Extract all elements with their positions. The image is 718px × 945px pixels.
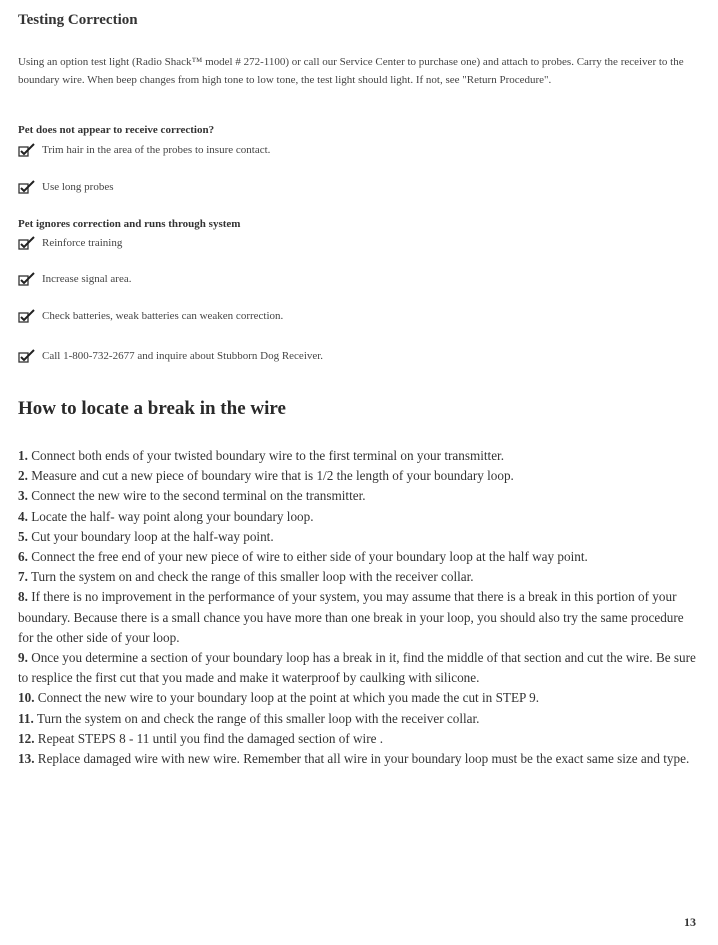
checkbox-checked-icon xyxy=(18,236,36,250)
check-item xyxy=(18,180,114,194)
step-item xyxy=(18,749,702,769)
step-number: 10. xyxy=(18,690,35,706)
step-number: 1. xyxy=(18,448,28,463)
check-item xyxy=(18,272,131,286)
step-item xyxy=(18,709,702,729)
step-item xyxy=(18,648,702,688)
step-item xyxy=(18,688,702,708)
step-item xyxy=(18,446,702,466)
checkbox-checked-icon xyxy=(18,180,36,194)
check-item xyxy=(18,349,323,363)
step-number: 13. xyxy=(18,751,35,767)
step-item xyxy=(18,486,702,506)
break-section-title: How to locate a break in the wire xyxy=(18,398,286,419)
check-item xyxy=(18,309,283,323)
check-item-label: Use long probes xyxy=(42,181,114,193)
step-number: 2. xyxy=(18,468,28,484)
step-text: Locate the half- way point along your boundary loop. xyxy=(31,508,314,524)
no-correction-heading: Pet does not appear to receive correction? xyxy=(18,124,215,136)
page-number: 13 xyxy=(684,915,696,929)
step-text: Connect the free end of your new piece of wire to either side of your boundary loop at the half way point. xyxy=(31,549,588,565)
testing-correction-title: Testing Correction xyxy=(18,12,138,28)
ignores-correction-heading: Pet ignores correction and runs through system xyxy=(18,218,241,230)
checkbox-checked-icon xyxy=(18,272,36,286)
check-item-label: Increase signal area. xyxy=(42,273,132,285)
step-text: Measure and cut a new piece of boundary wire that is 1/2 the length of your boundary loop. xyxy=(31,468,514,484)
step-item xyxy=(18,507,702,527)
step-text: Turn the system on and check the range of this smaller loop with the receiver collar. xyxy=(36,710,480,726)
step-item xyxy=(18,587,702,648)
step-item xyxy=(18,567,702,587)
step-text: Connect both ends of your twisted boundary wire to the first terminal on your transmitter. xyxy=(31,448,505,463)
step-number: 6. xyxy=(18,549,28,565)
step-number: 9. xyxy=(18,650,28,666)
check-item xyxy=(18,143,270,157)
testing-intro-paragraph: Using an option test light (Radio Shack™ model # 272-1100) or call our Service Center to purchase one) and attach to probes. Carry the receiver to the boundary wire. When beep changes from high tone to low tone, the test light should light. If not, see "Return Procedure". xyxy=(18,56,684,86)
step-text: Once you determine a section of your boundary loop has a break in it, find the middle of that section and cut the wire. Be sure to resplice the first cut that you made and make it waterproof by caulking with silicone. xyxy=(18,650,696,686)
step-item xyxy=(18,547,702,567)
check-item-label: Call 1-800-732-2677 and inquire about Stubborn Dog Receiver. xyxy=(42,350,324,362)
check-item-label: Reinforce training xyxy=(42,237,123,249)
check-item-label: Trim hair in the area of the probes to insure contact. xyxy=(42,144,271,156)
step-number: 12. xyxy=(18,730,35,746)
step-item xyxy=(18,466,702,486)
step-text: Repeat STEPS 8 - 11 until you find the damaged section of wire . xyxy=(37,730,384,746)
steps-list xyxy=(18,446,702,769)
check-item xyxy=(18,236,122,250)
checkbox-checked-icon xyxy=(18,143,36,157)
checkbox-checked-icon xyxy=(18,309,36,323)
step-text: If there is no improvement in the performance of your system, you may assume that there is a break in this portion of your boundary. Because there is a small chance you have more than one break in your loop, you should also try the same procedure for the other side of your loop. xyxy=(18,589,684,645)
check-item-label: Check batteries, weak batteries can weaken correction. xyxy=(42,310,284,322)
step-text: Replace damaged wire with new wire. Remember that all wire in your boundary loop must be the exact same size and type. xyxy=(37,751,690,767)
step-number: 4. xyxy=(18,508,28,524)
step-number: 7. xyxy=(18,569,28,585)
step-text: Connect the new wire to the second terminal on the transmitter. xyxy=(31,488,366,504)
step-item xyxy=(18,527,702,547)
step-text: Connect the new wire to your boundary loop at the point at which you made the cut in STEP 9. xyxy=(37,690,540,706)
checkbox-checked-icon xyxy=(18,349,36,363)
step-item xyxy=(18,729,702,749)
step-number: 3. xyxy=(18,488,28,504)
step-text: Cut your boundary loop at the half-way point. xyxy=(31,528,274,544)
step-number: 11. xyxy=(18,710,34,726)
step-number: 8. xyxy=(18,589,28,605)
step-number: 5. xyxy=(18,528,28,544)
step-text: Turn the system on and check the range of this smaller loop with the receiver collar. xyxy=(30,569,474,585)
